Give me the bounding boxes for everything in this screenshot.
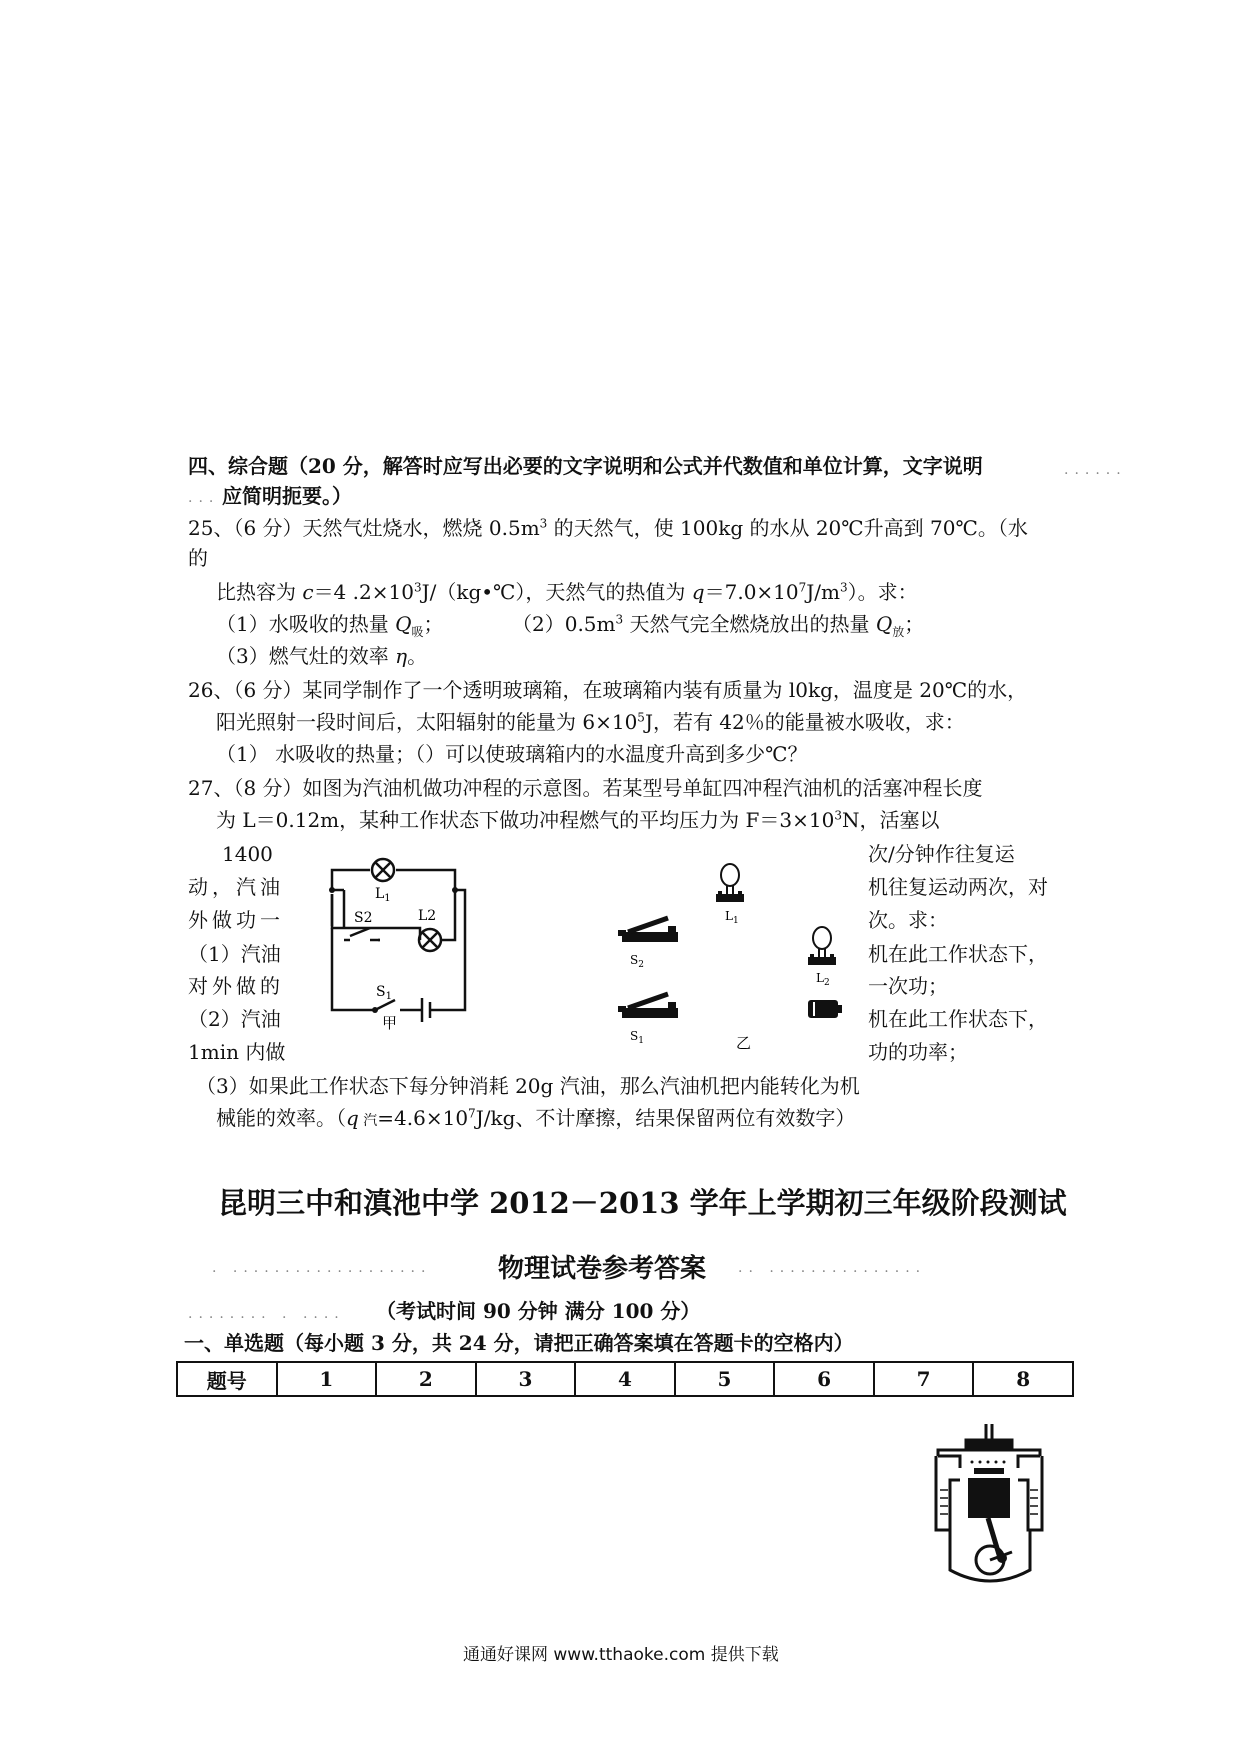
q25-line1: 25、（6 分）天然气灶烧水，燃烧 $0.5m^3$ 的天然气，使 100kg 的水从 20℃升高到 70℃。（水: [188, 516, 1028, 540]
q27-right-6: 机在此工作状态下，: [868, 1007, 1048, 1031]
switch-icon: [618, 918, 678, 942]
label-yi-l1: $L_1$: [725, 909, 739, 926]
section4-heading-line1: 四、综合题（20 分，解答时应写出必要的文字说明和公式并代数值和单位计算，文字说明: [188, 454, 983, 478]
q27-left-6: （2）汽油: [188, 1007, 281, 1031]
label-s1: $S_1$: [376, 984, 392, 1002]
table-header-cell: 7: [874, 1362, 974, 1396]
label-yi-l2: $L_2$: [816, 971, 830, 988]
answer-table: [176, 1361, 1074, 1397]
q26-line1: 26、（6 分）某同学制作了一个透明玻璃箱，在玻璃箱内装有质量为 l0kg，温度是 20℃的水，: [188, 678, 1028, 702]
table-header-cell: 2: [376, 1362, 476, 1396]
table-header-cell: 6: [774, 1362, 874, 1396]
table-row: [177, 1362, 1073, 1396]
dot-leader: ......: [1064, 462, 1127, 478]
table-header-cell: 3: [476, 1362, 576, 1396]
q27-left-1: 1400: [222, 842, 273, 866]
q25-line1-wrap: 的: [188, 546, 208, 570]
table-header-cell: 4: [575, 1362, 675, 1396]
q27-part3-line1: （3）如果此工作状态下每分钟消耗 20g 汽油，那么汽油机把内能转化为机: [196, 1074, 860, 1098]
dot-leader: ........ . ....: [188, 1306, 345, 1322]
q25-part3: （3）燃气灶的效率 η。: [216, 644, 428, 668]
label-jia: 甲: [382, 1014, 398, 1030]
bulb-icon: [716, 864, 744, 902]
switch-icon: [618, 994, 678, 1018]
section4-heading-line2: 应简明扼要。）: [222, 484, 352, 508]
q27-right-2: 机往复运动两次，对: [868, 875, 1048, 899]
q27-line2: 为 L＝0.12m，某种工作状态下做功冲程燃气的平均压力为 $F=3\times 10^3N$，活塞以: [216, 808, 940, 832]
label-l2: L2: [418, 908, 437, 924]
label-yi-s2: $S_2$: [630, 953, 644, 970]
label-yi: 乙: [736, 1034, 752, 1052]
q27-left-3: 外做功一: [188, 908, 284, 932]
section1-heading: 一、单选题（每小题 3 分，共 24 分，请把正确答案填在答题卡的空格内）: [184, 1331, 854, 1355]
q27-left-5: 对外做的: [188, 974, 284, 998]
circuit-diagram-jia: [320, 850, 490, 1030]
dot-leader: ...: [188, 490, 220, 506]
q27-right-1: 次/分钟作往复运: [868, 842, 1015, 866]
answer-title: 昆明三中和滇池中学 2012－2013 学年上学期初三年级阶段测试: [218, 1186, 1067, 1220]
label-yi-s1: $S_1$: [630, 1029, 644, 1046]
q27-right-3: 次。求：: [868, 908, 948, 932]
dot-leader: . ...................: [212, 1260, 432, 1276]
q27-part3-line2: 械能的效率。（q 汽$=4.6\times 10^7J/kg$、不计摩擦，结果保留两位有效数字）: [216, 1106, 856, 1130]
label-s2: S2: [354, 910, 373, 926]
exam-info: （考试时间 90 分钟 满分 100 分）: [376, 1299, 701, 1323]
component-diagram-yi: [610, 860, 850, 1060]
q27-right-7: 功的功率；: [868, 1040, 968, 1064]
table-header-cell: 8: [973, 1362, 1073, 1396]
q26-line2: 阳光照射一段时间后，太阳辐射的能量为 $6\times 10^5J$，若有 42％的能量被水吸收，求：: [216, 710, 965, 734]
label-l1: $L_1$: [375, 886, 391, 904]
table-header-cell: 题号: [177, 1362, 277, 1396]
answer-subtitle: 物理试卷参考答案: [498, 1254, 707, 1284]
footer-text: 通通好课网 www.tthaoke.com 提供下载: [463, 1645, 779, 1665]
q26-line3: （1） 水吸收的热量；（）可以使玻璃箱内的水温度升高到多少℃？: [216, 742, 808, 766]
q27-right-4: 机在此工作状态下，: [868, 942, 1048, 966]
q25-part2: $(2)0.5m^3$ 天然气完全燃烧放出的热量 $Q_放$；: [512, 612, 925, 639]
q27-left-4: （1）汽油: [188, 942, 281, 966]
q27-left-7: 1min 内做: [188, 1040, 286, 1064]
dot-leader: .. ...............: [738, 1260, 927, 1276]
table-header-cell: 5: [675, 1362, 775, 1396]
q27-right-5: 一次功；: [868, 974, 948, 998]
battery-icon: [808, 1000, 842, 1018]
q27-left-2: 动，汽油: [188, 875, 284, 899]
q25-part1: （1）水吸收的热量 $Q_吸$；: [216, 612, 444, 639]
bulb-icon: [808, 927, 836, 965]
q27-line1: 27、（8 分）如图为汽油机做功冲程的示意图。若某型号单缸四冲程汽油机的活塞冲程长度: [188, 776, 983, 800]
table-header-cell: 1: [277, 1362, 377, 1396]
engine-cylinder-diagram: [930, 1420, 1050, 1590]
q25-line2: 比热容为 c＝4 $.2\times 10^3J/(kg•℃)$，天然气的热值为 $q=7.0\times 10^7J/m^3$）。求：: [216, 580, 918, 604]
